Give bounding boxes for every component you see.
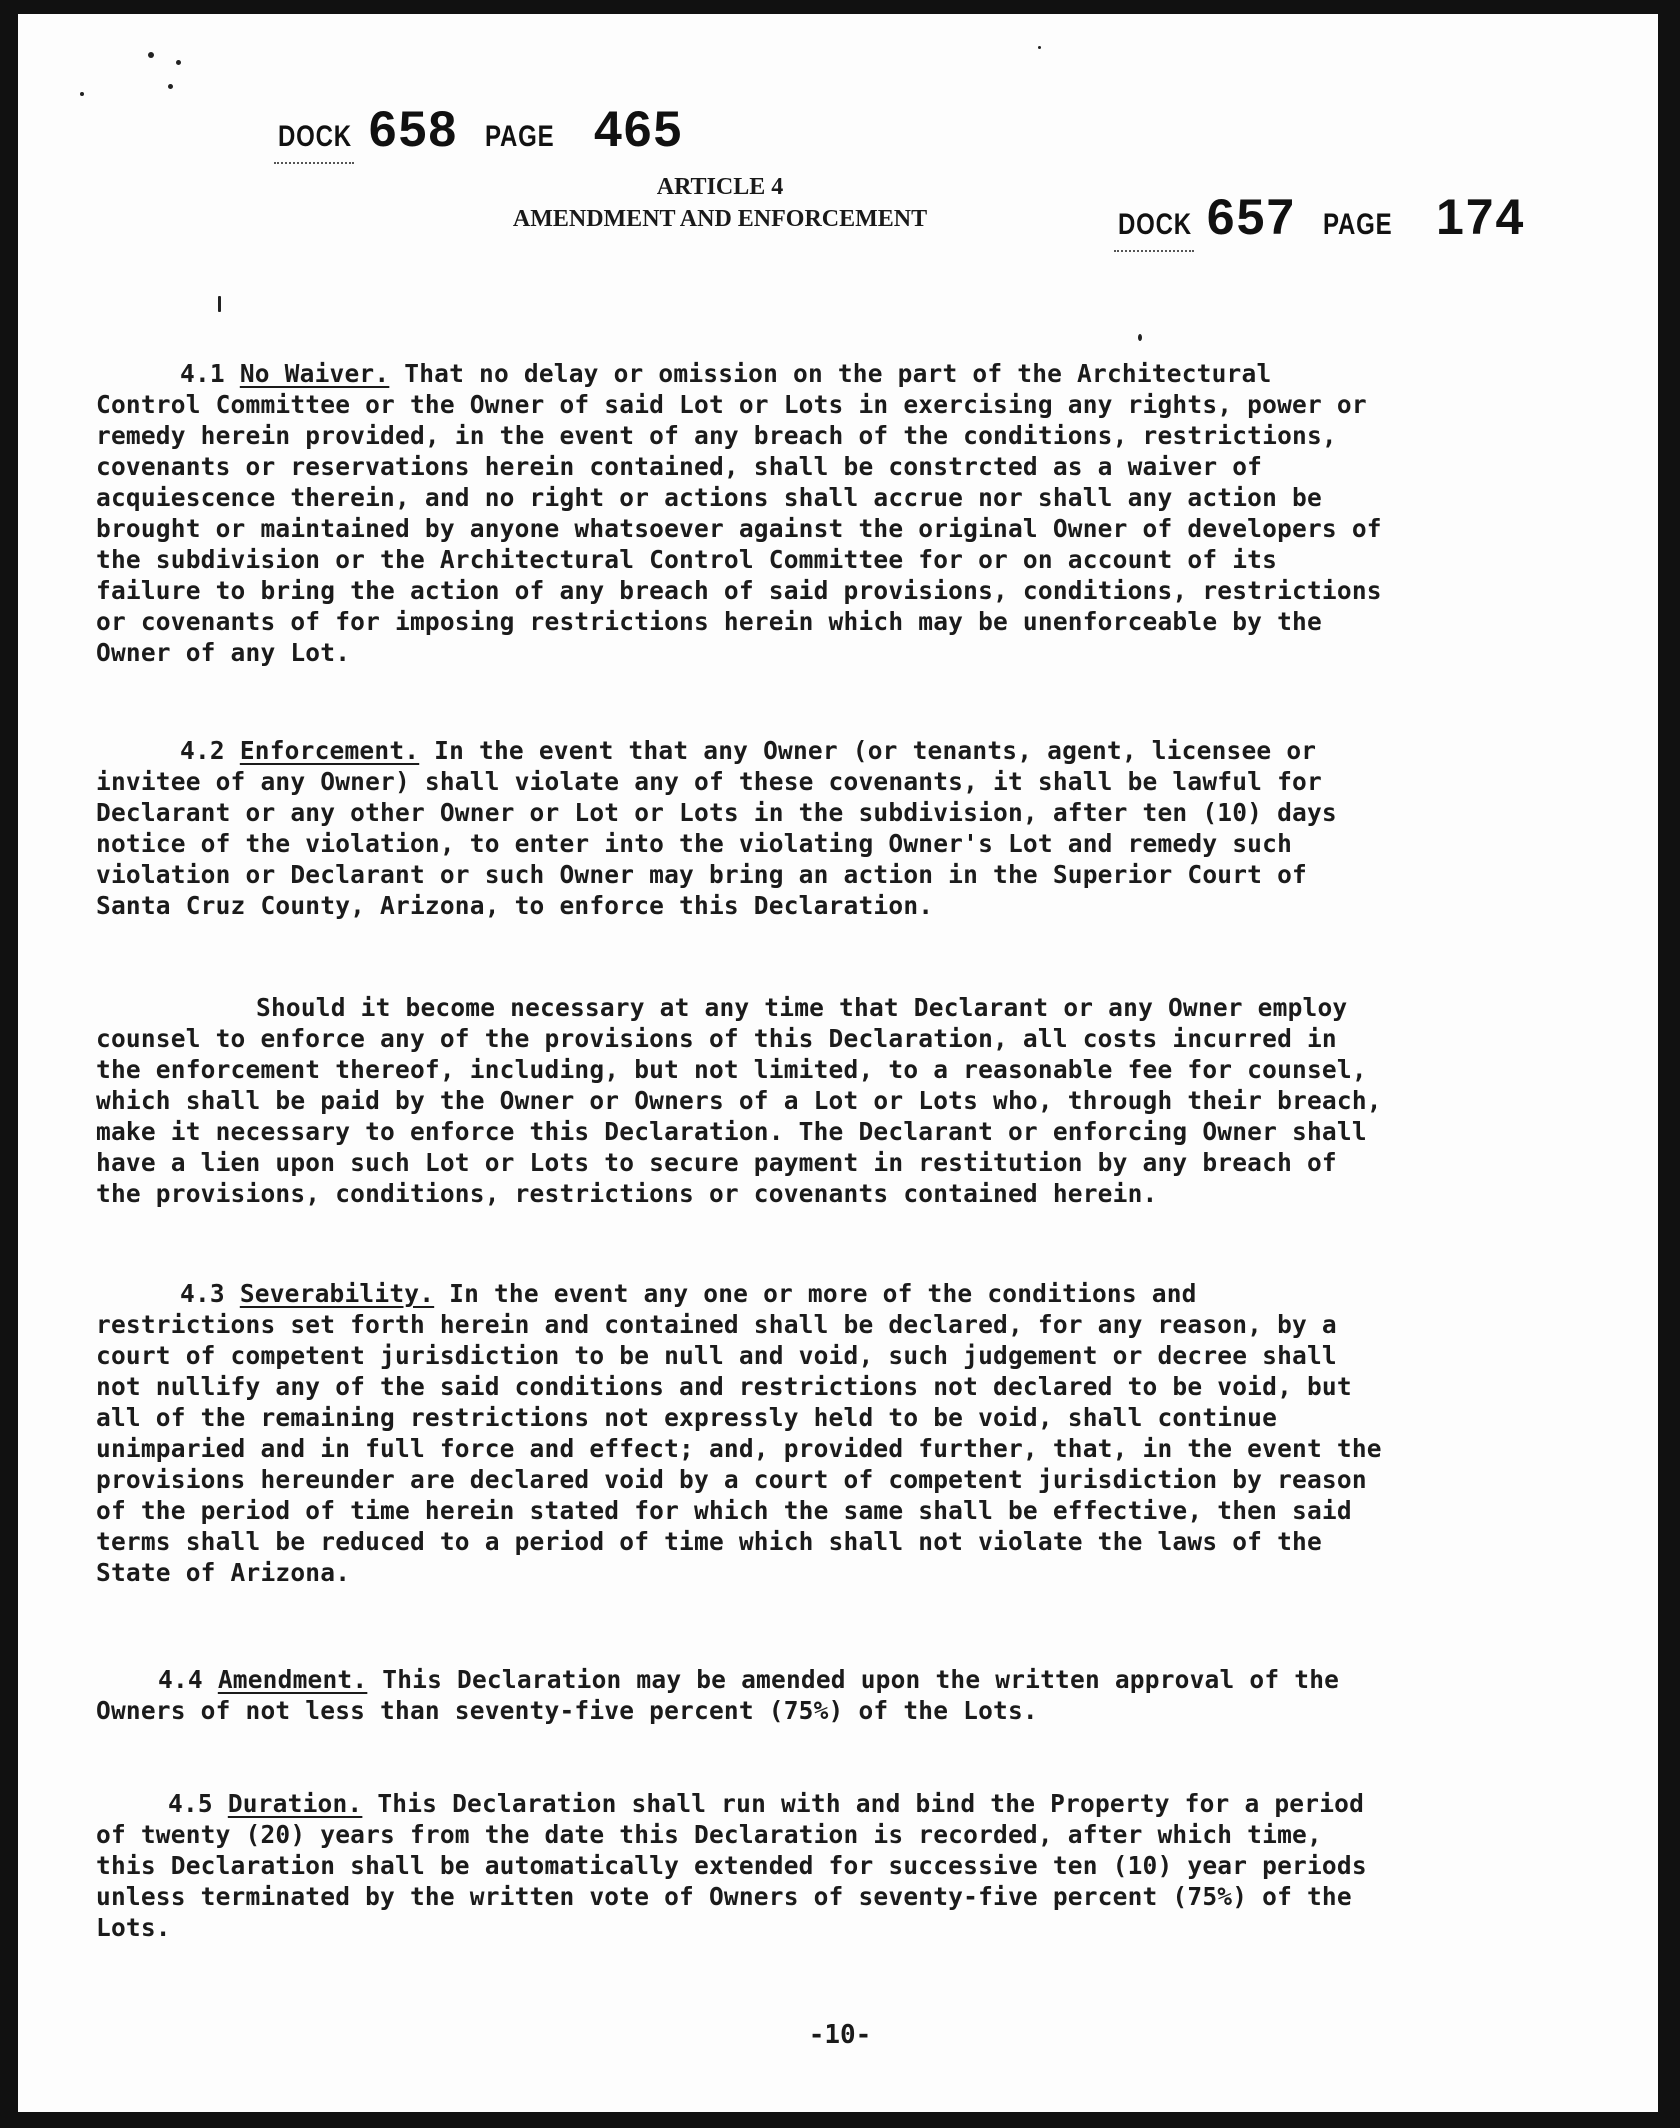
stamp-book-label: DOCK: [1118, 208, 1192, 241]
section-4-2-paragraph-2: [96, 992, 1386, 1209]
section-title: No Waiver.: [239, 359, 390, 388]
section-title: Duration.: [227, 1789, 363, 1818]
stamp-book-number: 658: [368, 101, 459, 157]
book-page-stamp: [278, 100, 683, 158]
scan-speck: [218, 296, 221, 312]
book-page-stamp: [1118, 188, 1525, 246]
section-4-2: [96, 735, 1386, 921]
scan-border-top: [0, 0, 1680, 14]
section-number: 4.4: [158, 1665, 203, 1694]
stamp-page-label: PAGE: [484, 120, 555, 153]
section-4-5: [96, 1788, 1386, 1943]
section-text: That no delay or omission on the part of the Architectural Control Committee or the Owner of said Lot or Lots in exercising any rights, power or remedy herein provided, in the event of any breach of the conditions, restrictions, covenants or reservations herein contained, shall be constrcted as a waiver of acquiescence therein, and no right or actions shall accrue nor shall any action be brought or maintained by anyone whatsoever against the original Owner of developers of the subdivision or the Architectural Control Committee for or on account of its failure to bring the action of any breach of said provisions, conditions, restrictions or covenants of for imposing restrictions herein which may be unenforceable by the Owner of any Lot.: [96, 359, 1382, 667]
section-text: In the event any one or more of the conditions and restrictions set forth herein and contained shall be declared, for any reason, by a court of competent jurisdiction to be null and void, such judgement or decree shall not nullify any of the said conditions and restrictions not declared to be void, but all of the remaining restrictions not expressly held to be void, shall continue unimparied and in full force and effect; and, provided further, that, in the event the provisions hereunder are declared void by a court of competent jurisdiction by reason of the period of time herein stated for which the same shall be effective, then said terms shall be reduced to a period of time which shall not violate the laws of the State of Arizona.: [96, 1279, 1382, 1587]
scan-speck: [148, 52, 154, 58]
scan-speck: [168, 84, 173, 89]
scan-speck: [1138, 334, 1142, 341]
stamp-book-label: DOCK: [278, 120, 352, 153]
section-title: Enforcement.: [239, 736, 420, 765]
section-text: Should it become necessary at any time that Declarant or any Owner employ counsel to enforce any of the provisions of this Declaration, all costs incurred in the enforcement thereof, including, but not limited, to a reasonable fee for counsel, which shall be paid by the Owner or Owners of a Lot or Lots who, through their breach, make it necessary to enforce this Declaration. The Declarant or enforcing Owner shall have a lien upon such Lot or Lots to secure payment in restitution by any breach of the provisions, conditions, restrictions or covenants contained herein.: [96, 993, 1382, 1208]
section-4-1: [96, 358, 1386, 668]
section-title: Amendment.: [217, 1665, 368, 1694]
section-number: 4.2: [180, 736, 225, 765]
stamp-page-number: 465: [593, 101, 684, 157]
scan-border-bottom: [0, 2112, 1680, 2128]
article-title: AMENDMENT AND ENFORCEMENT: [512, 206, 928, 232]
section-text: In the event that any Owner (or tenants, agent, licensee or invitee of any Owner) shall violate any of these covenants, it shall be lawful for Declarant or any other Owner or Lot or Lots in the subdivision, after ten (10) days notice of the violation, to enter into the violating Owner's Lot and remedy such violation or Declarant or such Owner may bring an action in the Superior Court of Santa Cruz County, Arizona, to enforce this Declaration.: [96, 736, 1337, 920]
section-number: 4.1: [180, 359, 225, 388]
section-4-4: [96, 1664, 1386, 1726]
section-number: 4.5: [168, 1789, 213, 1818]
scan-border-right: [1658, 0, 1680, 2128]
scan-speck: [176, 60, 181, 65]
section-4-3: [96, 1278, 1386, 1588]
stamp-page-number: 174: [1435, 189, 1526, 245]
page-number: -10-: [808, 2020, 872, 2050]
section-text: This Declaration may be amended upon the written approval of the Owners of not less than seventy-five percent (75%) of the Lots.: [96, 1665, 1340, 1725]
section-title: Severability.: [239, 1279, 435, 1308]
stamp-book-number: 657: [1206, 189, 1297, 245]
article-number: ARTICLE 4: [656, 174, 784, 200]
scan-speck: [1038, 46, 1041, 49]
scan-border-left: [0, 0, 18, 2128]
section-text: This Declaration shall run with and bind the Property for a period of twenty (20) years from the date this Declaration is recorded, after which time, this Declaration shall be automatically extended for successive ten (10) year periods unless terminated by the written vote of Owners of seventy-five percent (75%) of the Lots.: [96, 1789, 1367, 1942]
stamp-page-label: PAGE: [1322, 208, 1393, 241]
scan-speck: [80, 92, 84, 96]
section-number: 4.3: [180, 1279, 225, 1308]
